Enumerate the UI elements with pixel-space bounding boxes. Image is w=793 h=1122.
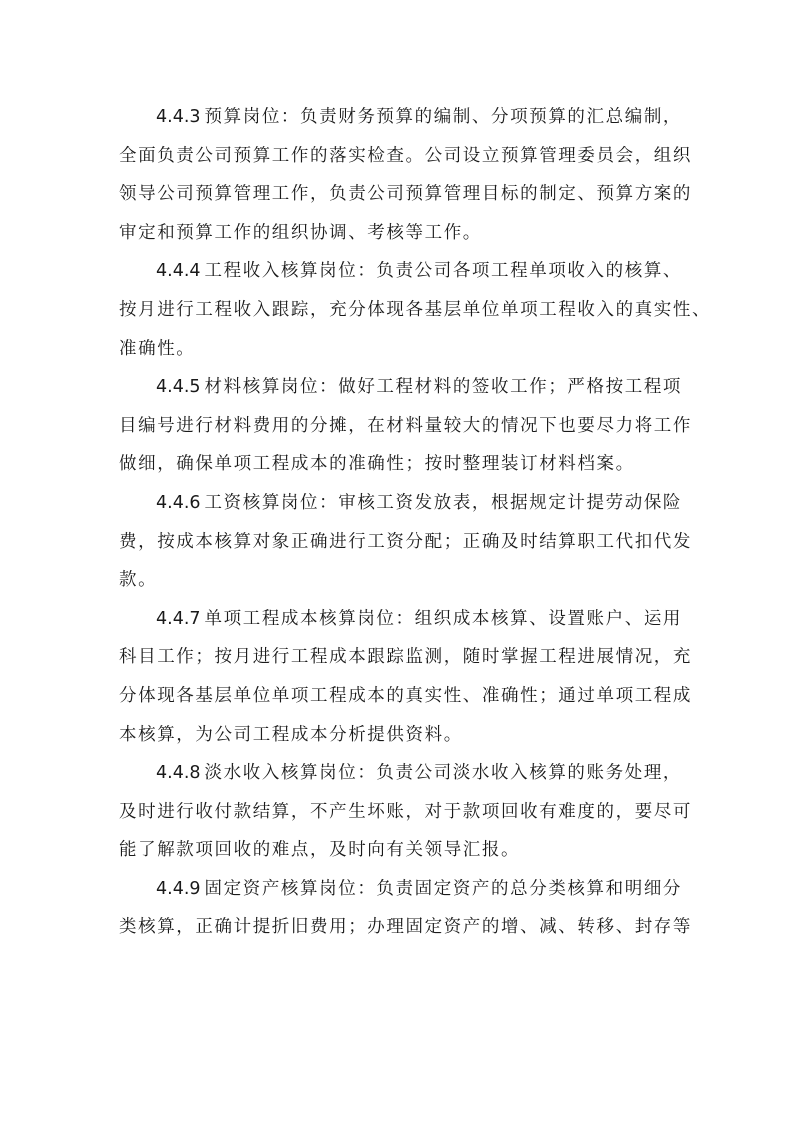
paragraph-line: 全面负责公司预算工作的落实检查。公司设立预算管理委员会，组织 xyxy=(119,145,692,166)
line-text: 工程收入核算岗位：负责公司各项工程单项收入的核算、 xyxy=(204,261,683,282)
section-number: 4.4.4 xyxy=(156,261,201,282)
line-text: 预算岗位：负责财务预算的编制、分项预算的汇总编制， xyxy=(204,107,683,127)
paragraph-line: 目编号进行材料费用的分摊，在材料量较大的情况下也要尽力将工作 xyxy=(119,415,692,436)
paragraph-line: 科目工作；按月进行工程成本跟踪监测，随时掌握工程进展情况，充 xyxy=(119,647,692,668)
line-text: 固定资产核算岗位：负责固定资产的总分类核算和明细分 xyxy=(204,878,683,899)
paragraph-line: 做细，确保单项工程成本的准确性；按时整理装订材料档案。 xyxy=(119,454,635,475)
paragraph-line: 能了解款项回收的难点，及时向有关领导汇报。 xyxy=(119,840,521,861)
section-4-4-8 xyxy=(119,754,692,870)
paragraph-line: 按月进行工程收入跟踪，充分体现各基层单位单项工程收入的真实性、 xyxy=(119,299,712,320)
section-4-4-4 xyxy=(119,252,712,368)
section-number: 4.4.3 xyxy=(156,107,201,127)
paragraph-line: 类核算，正确计提折旧费用；办理固定资产的增、减、转移、封存等 xyxy=(119,917,692,938)
line-text: 淡水收入核算岗位：负责公司淡水收入核算的账务处理， xyxy=(204,763,683,784)
section-number: 4.4.9 xyxy=(156,878,201,899)
paragraph-line: 及时进行收付款结算，不产生坏账，对于款项回收有难度的，要尽可 xyxy=(119,801,692,822)
paragraph-line xyxy=(119,754,683,793)
paragraph-line xyxy=(119,484,683,523)
paragraph-line xyxy=(119,98,683,137)
paragraph-line: 款。 xyxy=(119,570,158,591)
paragraph-line: 领导公司预算管理工作，负责公司预算管理目标的制定、预算方案的 xyxy=(119,184,692,205)
paragraph-line xyxy=(119,600,683,639)
paragraph-line: 费，按成本核算对象正确进行工资分配；正确及时结算职工代扣代发 xyxy=(119,531,692,552)
line-text: 材料核算岗位：做好工程材料的签收工作；严格按工程项 xyxy=(204,377,683,398)
section-4-4-7 xyxy=(119,600,692,754)
paragraph-line xyxy=(119,870,683,909)
section-4-4-6 xyxy=(119,484,692,600)
paragraph-line: 准确性。 xyxy=(119,338,196,359)
section-number: 4.4.7 xyxy=(156,608,201,629)
paragraph-line xyxy=(119,252,683,291)
paragraph-line: 分体现各基层单位单项工程成本的真实性、准确性；通过单项工程成 xyxy=(119,685,692,706)
section-4-4-5 xyxy=(119,368,692,484)
line-text: 工资核算岗位：审核工资发放表，根据规定计提劳动保险 xyxy=(204,492,683,513)
section-4-4-9 xyxy=(119,870,692,947)
line-text: 单项工程成本核算岗位：组织成本核算、设置账户、运用 xyxy=(204,608,683,629)
section-number: 4.4.6 xyxy=(156,492,201,513)
section-number: 4.4.8 xyxy=(156,763,201,784)
section-number: 4.4.5 xyxy=(156,377,201,398)
paragraph-line xyxy=(119,368,683,407)
document-page xyxy=(119,98,712,947)
paragraph-line: 本核算，为公司工程成本分析提供资料。 xyxy=(119,724,463,745)
section-4-4-3 xyxy=(119,98,692,252)
paragraph-line: 审定和预算工作的组织协调、考核等工作。 xyxy=(119,222,482,243)
